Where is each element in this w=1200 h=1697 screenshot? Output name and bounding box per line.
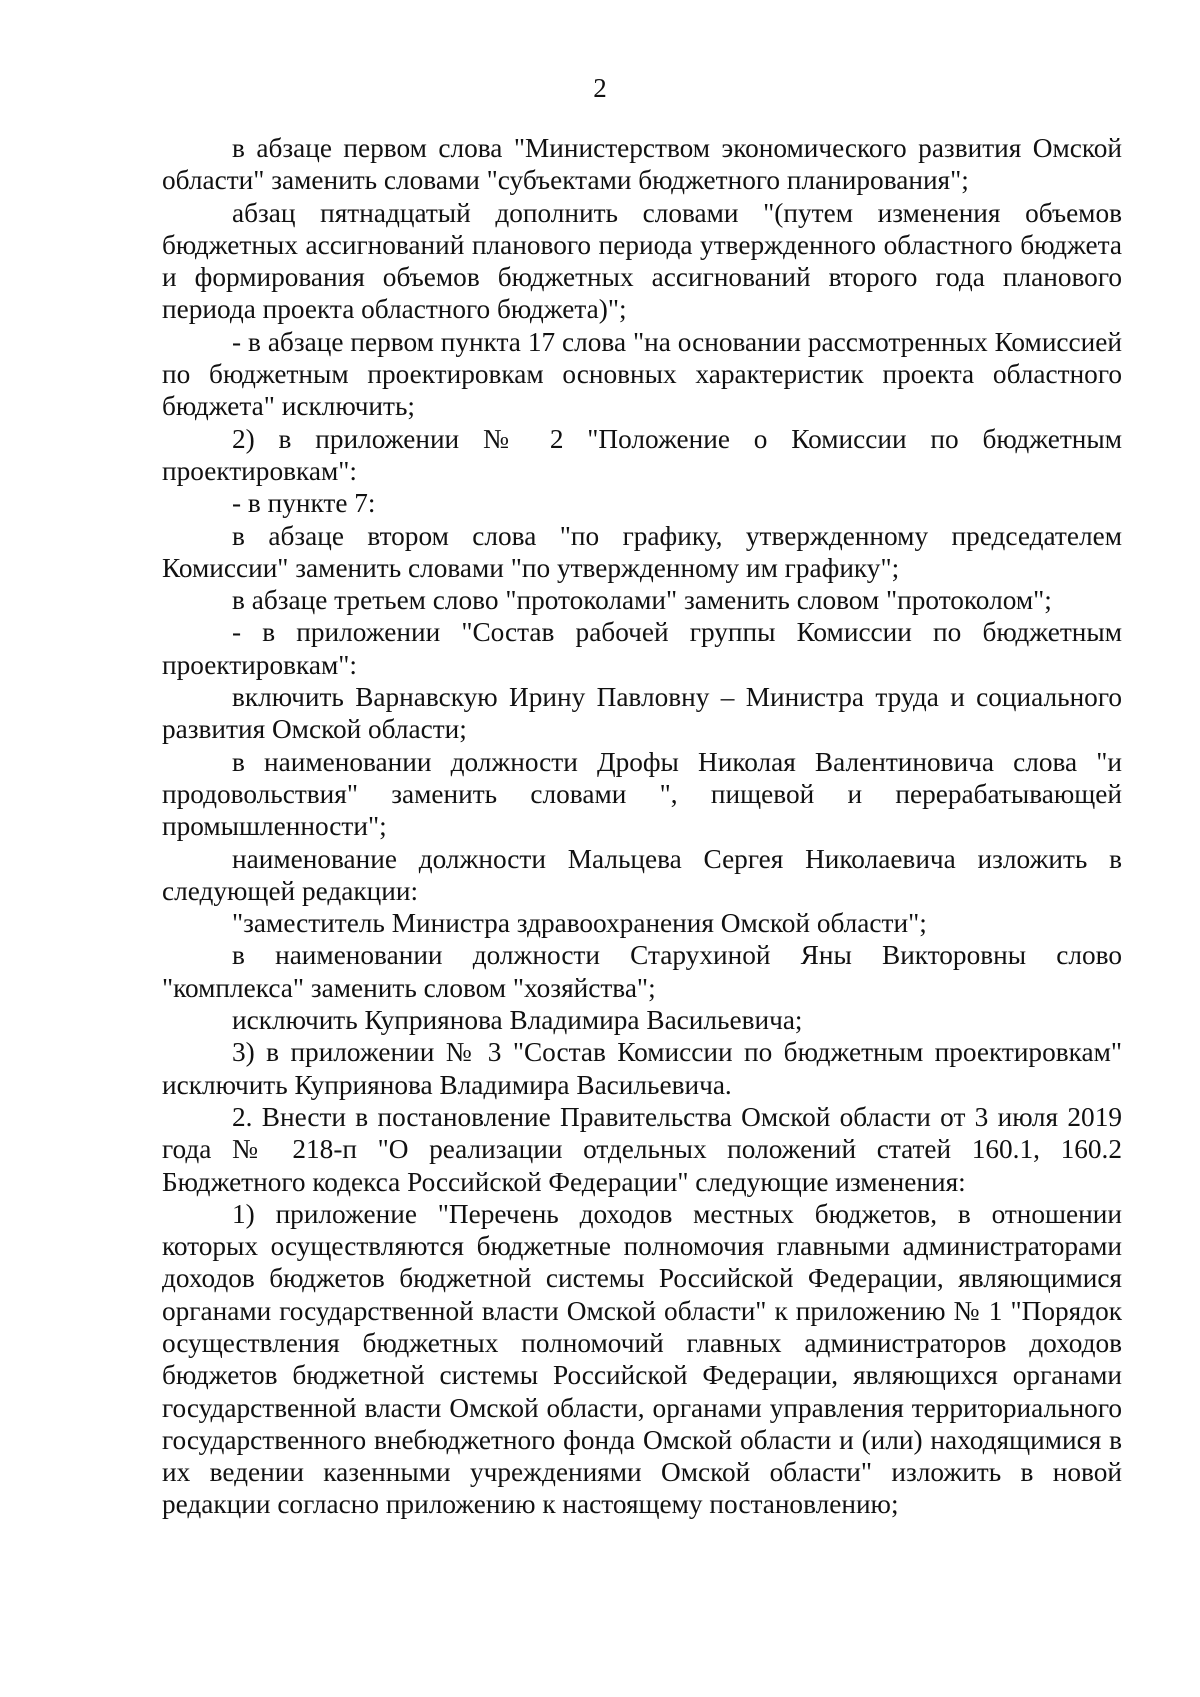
document-body (162, 132, 1122, 1521)
page-number: 2 (593, 73, 607, 103)
paragraph: "заместитель Министра здравоохранения Омской области"; (232, 908, 927, 939)
paragraph: - в пункте 7: (232, 488, 376, 519)
paragraph: в абзаце втором слова "по графику, утвержденному председателем Комиссии" заменить словами "по утвержденному им графику"; (162, 520, 1122, 583)
paragraph: 2. Внести в постановление Правительства Омской области от 3 июля 2019 года № 218-п "О реализации отдельных положений статей 160.1, 160.2 Бюджетного кодекса Российской Федерации" следующие изменения: (162, 1101, 1122, 1197)
paragraph: исключить Куприянова Владимира Васильевича; (232, 1005, 803, 1036)
paragraph: 2) в приложении № 2 "Положение о Комиссии по бюджетным проектировкам": (162, 423, 1122, 486)
paragraph: 3) в приложении № 3 "Состав Комиссии по бюджетным проектировкам" исключить Куприянова Владимира Васильевича. (162, 1037, 1122, 1100)
paragraph: абзац пятнадцатый дополнить словами "(путем изменения объемов бюджетных ассигнований планового периода утвержденного областного бюджета и формирования объемов бюджетных ассигнований второго года планового периода проекта областного бюджета)"; (162, 197, 1122, 325)
paragraph: в наименовании должности Старухиной Яны Викторовны слово "комплекса" заменить словом "хозяйства"; (162, 940, 1122, 1003)
paragraph: в наименовании должности Дрофы Николая Валентиновича слова "и продовольствия" заменить словами ", пищевой и перерабатывающей промышленности"; (162, 746, 1122, 842)
paragraph: 1) приложение "Перечень доходов местных бюджетов, в отношении которых осуществляются бюджетные полномочия главными администраторами доходов бюджетов бюджетной системы Российской Федерации, являющимися органами государственной власти Омской области" к приложению № 1 "Порядок осуществления бюджетных полномочий главных администраторов доходов бюджетов бюджетной системы Российской Федерации, являющихся органами государственной власти Омской области, органами управления территориального государственного внебюджетного фонда Омской области и (или) находящимися в их ведении казенными учреждениями Омской области" изложить в новой редакции согласно приложению к настоящему постановлению; (162, 1198, 1122, 1520)
paragraph: в абзаце третьем слово "протоколами" заменить словом "протоколом"; (232, 585, 1052, 616)
paragraph: в абзаце первом слова "Министерством экономического развития Омской области" заменить словами "субъектами бюджетного планирования"; (162, 133, 1122, 196)
paragraph: наименование должности Мальцева Сергея Николаевича изложить в следующей редакции: (162, 843, 1122, 906)
paragraph: - в приложении "Состав рабочей группы Комиссии по бюджетным проектировкам": (162, 617, 1122, 680)
paragraph: включить Варнавскую Ирину Павловну – Министра труда и социального развития Омской области; (162, 682, 1122, 745)
paragraph: - в абзаце первом пункта 17 слова "на основании рассмотренных Комиссией по бюджетным проектировкам основных характеристик проекта областного бюджета" исключить; (162, 326, 1122, 422)
